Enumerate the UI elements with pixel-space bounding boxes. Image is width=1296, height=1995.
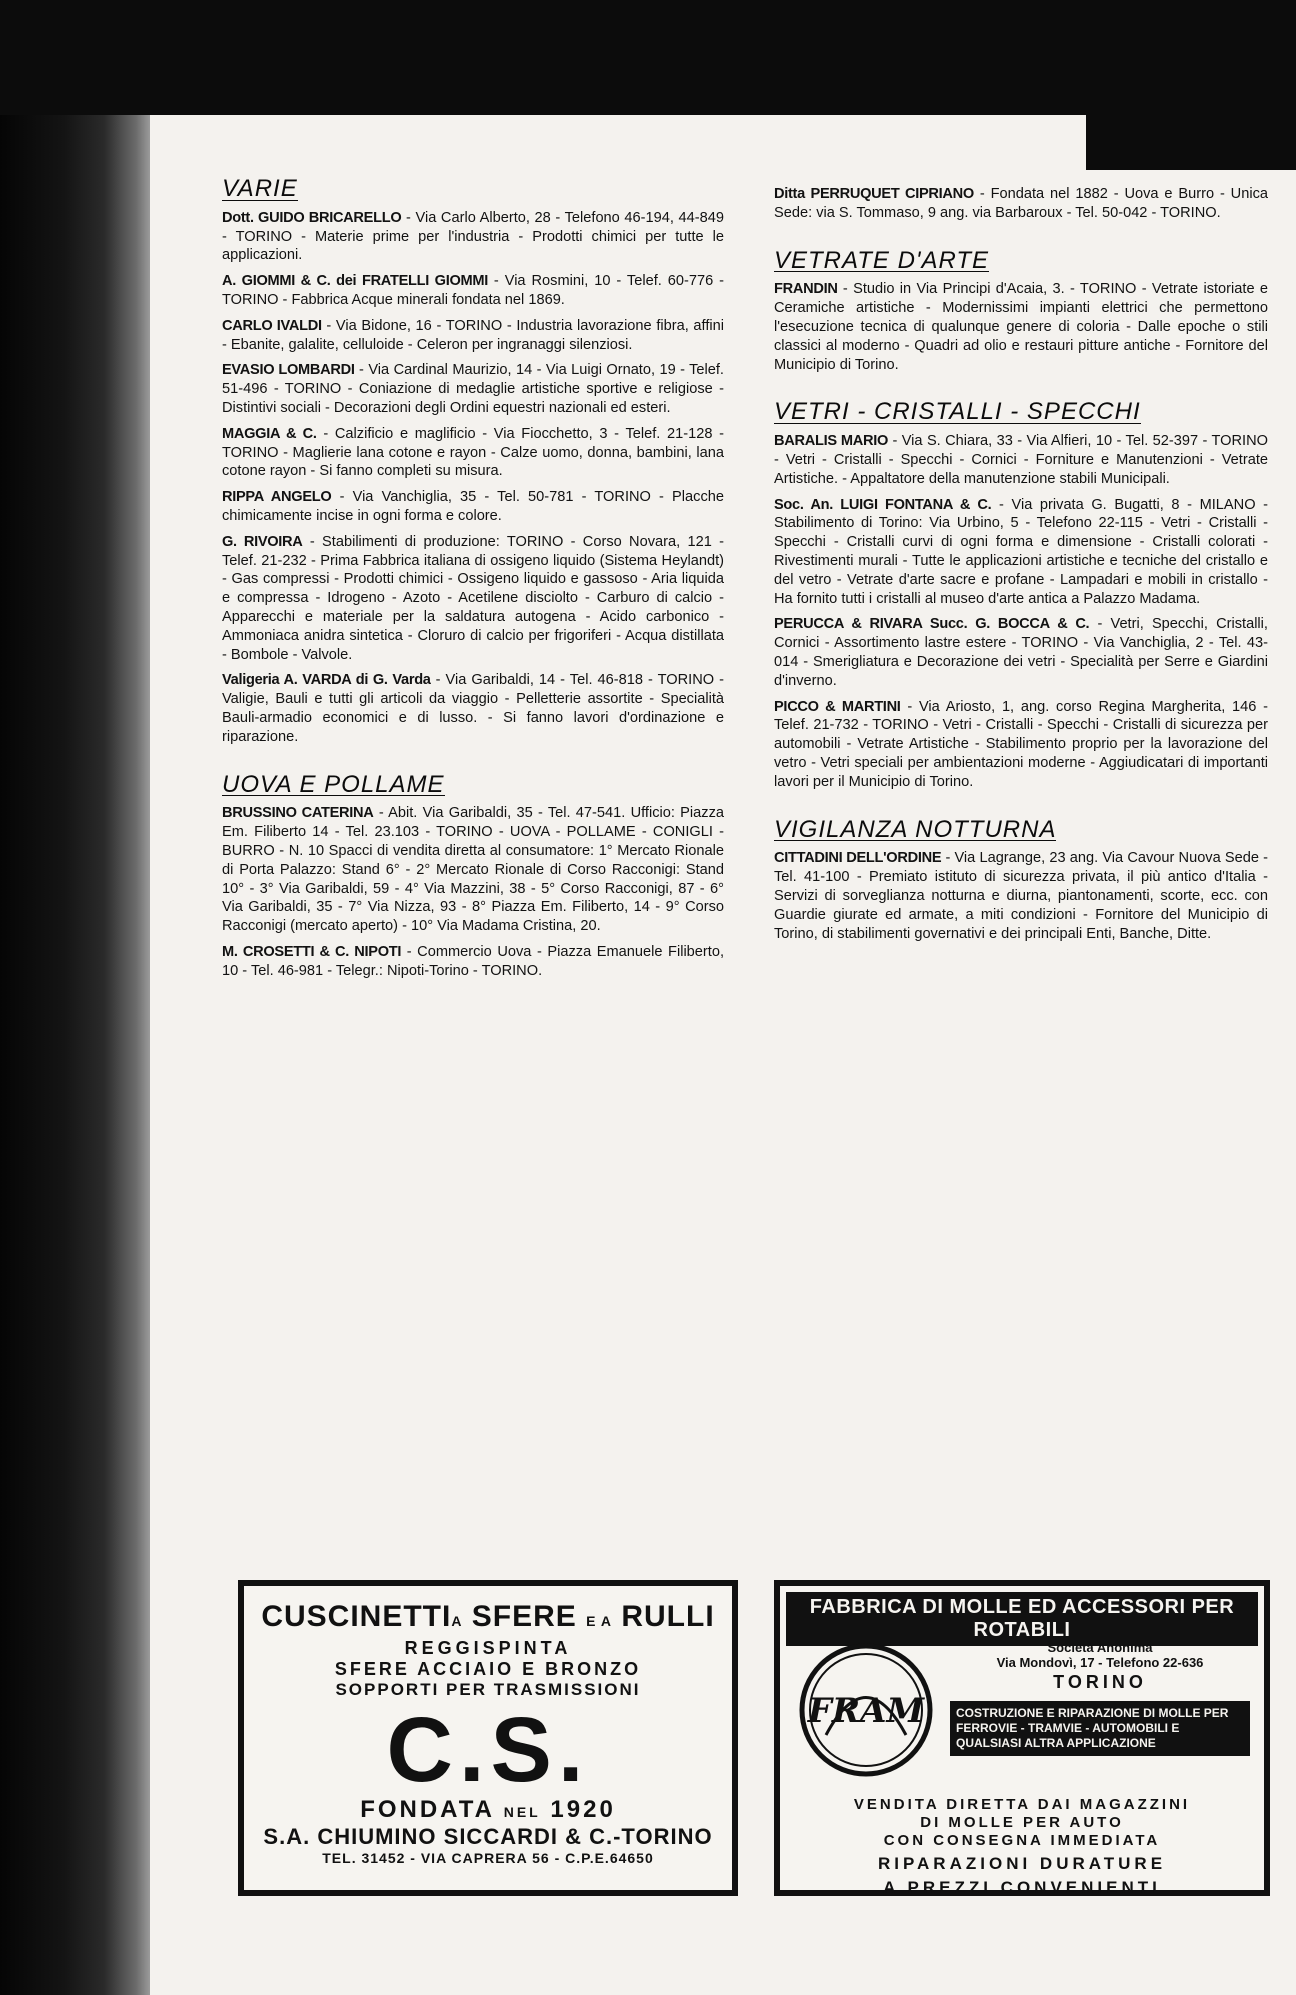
directory-entry [222,671,724,746]
directory-entry [774,698,1268,792]
entry-details: - Vetri, Specchi, Cristalli, Cornici - Assortimento lastre estere - TORINO - Via Vanchiglia, 2 - Tel. 43-014 - Smerigliatura e Decorazione dei vetri - Specialità per Serre e Giardini d'inverno. [774,616,1268,689]
entry-company-name: PICCO & MARTINI [774,698,901,715]
category-section [222,175,724,747]
ad-line-sfere: SFERE ACCIAIO E BRONZO [334,1659,642,1679]
directory-entry [774,496,1268,609]
right-column [774,185,1268,950]
ad-word: SFERE [471,1600,577,1633]
ad-info [950,1640,1250,1756]
entry-company-name: BARALIS MARIO [774,433,889,450]
ad-city: TORINO [1053,1672,1147,1692]
directory-entry [222,943,724,981]
advertisement-cuscinetti [238,1580,738,1896]
category-heading: VIGILANZA NOTTURNA [774,815,1057,843]
entry-details: - Via Ariosto, 1, ang. corso Regina Margherita, 146 - Telef. 21-732 - TORINO - Vetri - Cristalli - Specchi - Cristalli di sicurezza per automobili - Vetrate Artistiche - Stabilimento proprio per la lavorazione del vetro - Vetri speciali per ambientazioni moderne - Aggiudicatari di importanti lavori per il Municipio di Torino. [774,698,1268,790]
entry-company-name: RIPPA ANGELO [222,489,332,506]
entry-details: - Studio in Via Principi d'Acaia, 3. - TORINO - Vetrate istoriate e Ceramiche artistiche - Modernissimi impianti elettrici che permettono l'esecuzione tecnica di qualunque genere di coloria - Dalle epoche o stili classici al moderno - Quadri ad olio e restauri pitture antiche - Fornitore del Municipio di Torino. [774,281,1268,373]
category-heading: VETRATE D'ARTE [774,246,990,274]
category-section [774,185,1268,223]
entry-details: - Via Garibaldi, 14 - Tel. 46-818 - TORINO - Valigie, Bauli e tutti gli articoli da viaggio - Pelletterie assortite - Specialità Bauli-armadio economici e di lusso. - Si fanno lavori d'ordinazione e riparazione. [222,672,724,745]
entry-details: - Abit. Via Garibaldi, 35 - Tel. 47-541. Ufficio: Piazza Em. Filiberto 14 - Tel. 23.103 - TORINO - UOVA - POLLAME - CONIGLI - BURRO - N. 10 Spacci di vendita diretta al consumatore: 1° Mercato Rionale di Porta Palazzo: Stand 6° - 2° Mercato Rionale di Corso Racconigi: Stand 10° - 3° Via Garibaldi, 59 - 4° Via Mazzini, 38 - 5° Corso Racconigi, 87 - 6° Via Garibaldi, 35 - 7° Via Nizza, 93 - 8° Piazza Em. Filiberto, 14 - 9° Corso Racconigi (mercato aperto) - 10° Via Madama Cristina, 20. [222,805,724,935]
book-binding-shadow [0,115,160,1995]
entry-company-name: PERUCCA & RIVARA Succ. G. BOCCA & C. [774,616,1090,633]
category-heading: UOVA E POLLAME [222,770,445,798]
entry-company-name: Dott. GUIDO BRICARELLO [222,209,402,226]
ad-address: Via Mondovì, 17 - Telefono 22-636 [996,1655,1204,1670]
directory-entry [774,185,1268,223]
ad-founded [244,1796,732,1824]
directory-entry [222,361,724,417]
entry-details: - Via Bidone, 16 - TORINO - Industria lavorazione fibra, affini - Ebanite, galalite, celluloide - Celeron per ingranaggi silenziosi. [222,317,724,353]
entry-company-name: FRANDIN [774,281,838,298]
ad-services: COSTRUZIONE E RIPARAZIONE DI MOLLE PER FERROVIE - TRAMVIE - AUTOMOBILI E QUALSIASI ALTRA APPLICAZIONE [950,1701,1250,1756]
directory-entry [222,209,724,265]
ad-word: 1920 [550,1796,616,1823]
advertisement-fram [774,1580,1270,1896]
category-section [222,754,724,981]
directory-entry [774,849,1268,943]
fram-logo-text: FRAM [807,1691,925,1731]
entry-company-name: BRUSSINO CATERINA [222,805,374,822]
entry-company-name: MAGGIA & C. [222,425,317,442]
entry-company-name: CITTADINI DELL'ORDINE [774,850,942,867]
ad-sale-line: CON CONSEGNA IMMEDIATA [883,1832,1161,1849]
directory-entry [774,280,1268,374]
entry-company-name: A. GIOMMI & C. dei FRATELLI GIOMMI [222,273,488,290]
ad-word: A [451,1613,463,1629]
ad-logo-cs: C.S. [386,1699,590,1801]
ad-sales [780,1796,1264,1898]
ad-sale-line: VENDITA DIRETTA DAI MAGAZZINI [853,1796,1191,1813]
ad-telephone: TEL. 31452 - VIA CAPRERA 56 - C.P.E.64650 [322,1850,654,1866]
directory-entry [774,432,1268,488]
ad-company-type: Società Anonima [1047,1640,1153,1655]
category-heading: VETRI - CRISTALLI - SPECCHI [774,398,1141,426]
page-corner-shadow [1086,115,1296,170]
directory-entry [222,804,724,936]
category-section [774,799,1268,944]
ad-header: FABBRICA DI MOLLE ED ACCESSORI PER ROTABILI [786,1592,1258,1646]
directory-entry [774,615,1268,690]
entry-details: - Via Vanchiglia, 35 - Tel. 50-781 - TORINO - Placche chimicamente incise in ogni forma e colore. [222,489,724,524]
entry-details: - Via Rosmini, 10 - Telef. 60-776 - TORINO - Fabbrica Acque minerali fondata nel 1869. [222,273,724,308]
ad-word: E A [586,1613,612,1629]
entry-details: - Fondata nel 1882 - Uova e Burro - Unica Sede: via S. Tommaso, 9 ang. via Barbaroux - Tel. 50-042 - TORINO. [774,186,1268,221]
left-column [222,175,725,987]
entry-details: - Via Cardinal Maurizio, 14 - Via Luigi Ornato, 19 - Telef. 51-496 - TORINO - Coniazione di medaglie artistiche sportive e religiose - Distintivi sociali - Decorazioni degli Ordini equestri nazionali ed esteri. [222,362,724,416]
directory-entry [222,317,724,355]
ad-word: CUSCINETTI [261,1600,452,1633]
fram-logo-icon [796,1640,936,1785]
entry-company-name: CARLO IVALDI [222,317,322,334]
entry-company-name: G. RIVOIRA [222,533,303,550]
entry-company-name: EVASIO LOMBARDI [222,362,355,379]
ad-sale-line: DI MOLLE PER AUTO [920,1814,1124,1831]
ad-line-sopporti: SOPPORTI PER TRASMISSIONI [335,1680,641,1699]
entry-details: - Calzificio e maglificio - Via Fiocchetto, 3 - Telef. 21-128 - TORINO - Maglierie lana cotone e rayon - Calze uomo, donna, bambini, lana cotone rayon - Si fanno completi su misura. [222,425,724,480]
ad-repair-line: RIPARAZIONI DURATURE [877,1854,1167,1873]
directory-entry [222,425,724,481]
entry-details: - Stabilimenti di produzione: TORINO - Corso Novara, 121 - Telef. 21-232 - Prima Fabbrica italiana di ossigeno liquido (Sistema Heylandt) - Gas compressi - Prodotti chimici - Ossigeno liquido e gassoso - Aria liquida e compressa - Idrogeno - Azoto - Acetilene disciolto - Carburo di calcio - Apparecchi e materiale per la saldatura autogena - Acido carbonico - Ammoniaca anidra sintetica - Cloruro di calcio per frigoriferi - Acqua distillata - Bombole - Valvole. [222,533,724,663]
ad-word: FONDATA [360,1796,495,1823]
directory-entry [222,488,724,526]
entry-details: - Commercio Uova - Piazza Emanuele Filiberto, 10 - Tel. 46-981 - Telegr.: Nipoti-Torino - TORINO. [222,943,725,979]
category-section [774,230,1268,375]
directory-entry [222,533,724,665]
directory-entry [222,272,724,310]
entry-details: - Via Carlo Alberto, 28 - Telefono 46-194, 44-849 - TORINO - Materie prime per l'industria - Prodotti chimici per tutte le applicazioni. [222,209,724,264]
category-section [774,381,1268,791]
entry-details: - Via S. Chiara, 33 - Via Alfieri, 10 - Tel. 52-397 - TORINO - Vetri - Cristalli - Specchi - Cornici - Forniture e Manutenzioni - Vetrate Artistiche. - Appaltatore della manutenzione stabili Municipali. [774,433,1268,487]
entry-company-name: Soc. An. LUIGI FONTANA & C. [774,496,992,513]
category-heading: VARIE [222,175,298,202]
ad-word: NEL [503,1804,541,1820]
ad-word: RULLI [621,1600,715,1633]
ad-headline [244,1600,732,1634]
ad-company: S.A. CHIUMINO SICCARDI & C.-TORINO [263,1824,713,1849]
entry-company-name: Valigeria A. VARDA di G. Varda [222,672,431,689]
ad-repair-line: A PREZZI CONVENIENTI [883,1878,1161,1897]
entry-details: - Via privata G. Bugatti, 8 - MILANO - Stabilimento di Torino: Via Urbino, 5 - Telefono 22-115 - Vetri - Cristalli - Specchi - Cristalli curvi di ogni forma e dimensione - Cristalli colorati - Rivestimenti murali - Tutte le applicazioni artistiche e tecniche del cristallo e del vetro - Vetrate d'arte sacre e profane - Lampadari e mobili in cristallo - Ha fornito tutti i cristalli al museo d'arte antica a Palazzo Madama. [774,496,1268,607]
ad-line-reggispinta: REGGISPINTA [404,1638,572,1658]
entry-company-name: M. CROSETTI & C. NIPOTI [222,943,402,960]
entry-details: - Via Lagrange, 23 ang. Via Cavour Nuova Sede - Tel. 41-100 - Premiato istituto di sicurezza privata, il più antico d'Italia - Servizi di sorveglianza notturna e diurna, piantonamenti, scorte, ecc. con Guardie giurate ed armate, a miti condizioni - Fornitore del Municipio di Torino, di stabilimenti governativi e dei principali Enti, Banche, Ditte. [774,850,1268,942]
entry-company-name: Ditta PERRUQUET CIPRIANO [774,186,974,202]
